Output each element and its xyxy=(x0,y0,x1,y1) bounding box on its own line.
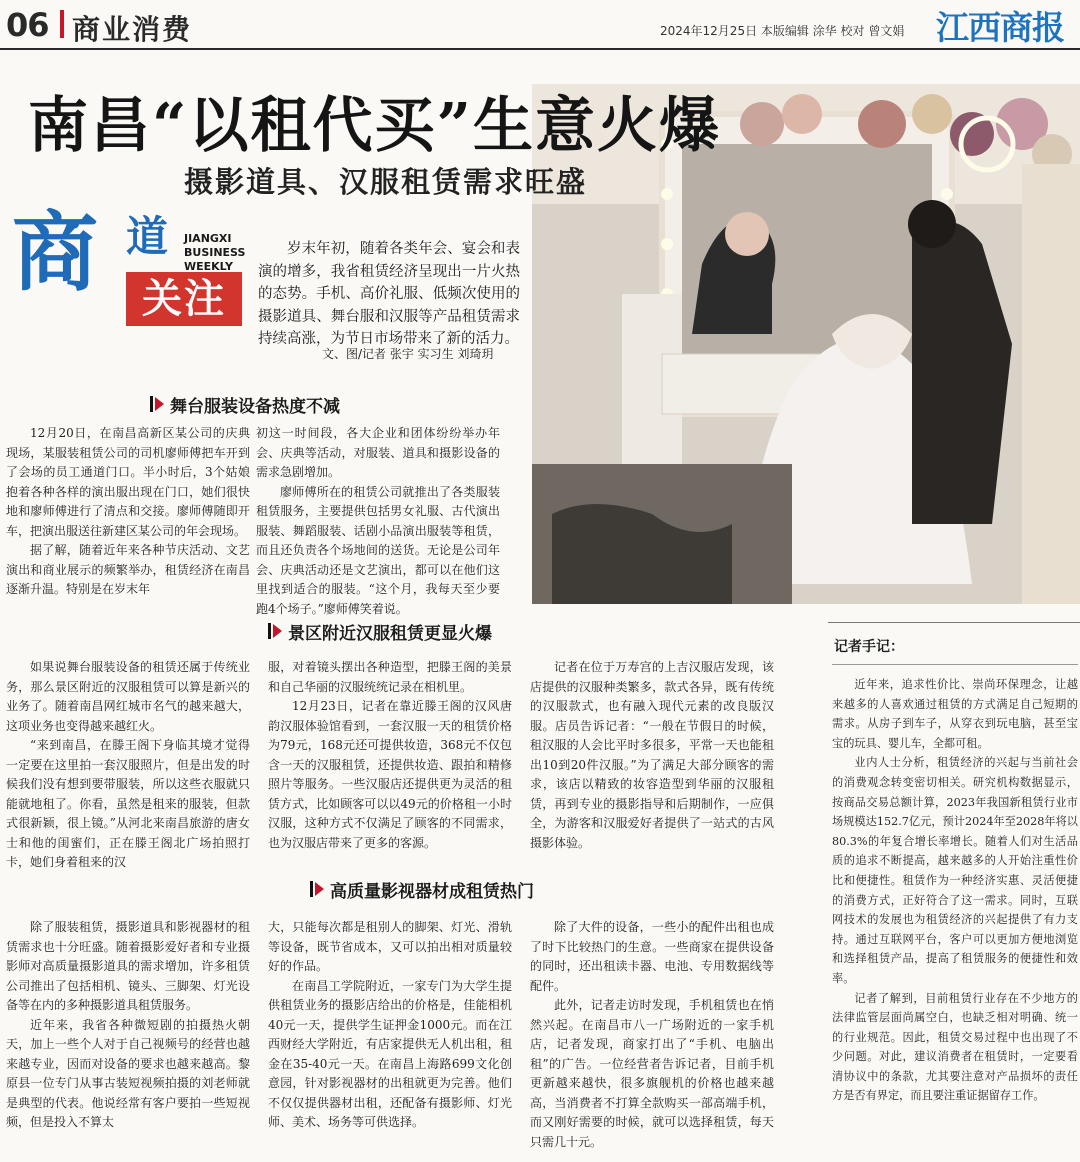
heading-arrow-icon xyxy=(268,621,282,641)
sidebar-rule xyxy=(828,622,1080,623)
paragraph: “来到南昌，在滕王阁下身临其境才觉得一定要在这里拍一套汉服照片，但是出发的时候我们没有想到要带服装，所以这些衣服就只能就地租了。你看，虽然是租来的服装，但款式很新颖，很上镜。”从河北来南昌旅游的唐女士和他的闺蜜们，正在滕王阁北广场拍照打卡，她们身着租来的汉 xyxy=(6,738,250,869)
reporter-notes xyxy=(832,664,1078,1155)
paragraph: 廖师傅所在的租赁公司就推出了各类服装租赁服务，主要提供包括男女礼服、古代演出服装、舞蹈服装、话剧小品演出服装等租赁，而且还负责各个场地间的送货。无论是公司年会、庆典活动还是文艺演出，都可以在他们这里找到适合的服装。“这个月，我每天至少要跑4个场子。”廖师傅笑着说。 xyxy=(256,484,500,616)
paragraph: 大，只能每次都是租别人的脚架、灯光、滑轨等设备，既节省成本，又可以拍出相对质量较好的作品。 xyxy=(268,920,512,973)
paragraph: 在南昌工学院附近，一家专门为大学生提供租赁业务的摄影店给出的价格是，佳能相机40元一天，提供学生证押金1000元。而在江西财经大学附近，有店家提供无人机出租，租金在35-40元一天。在南昌上海路699文化创意园，针对影视器材的出租就更为完善。他们不仅仅提供器材出租，还配备有摄影师、灯光师、美术、场务等可供选择。 xyxy=(268,978,512,1129)
section-heading-text: 舞台服装设备热度不减 xyxy=(170,396,340,417)
subheadline: 摄影道具、汉服租赁需求旺盛 xyxy=(184,165,588,199)
paragraph: 记者了解到，目前租赁行业存在不少地方的法律监管层面尚属空白，也缺乏相对明确、统一的行业规范。因此，租赁交易过程中也出现了不少问题。对此，建议消费者在租赁时，一定要看清协议中的条款，尤其要注意对产品损坏的责任方是否有界定，而且要注重证据留存工作。 xyxy=(832,991,1078,1103)
lede-paragraph: 岁末年初，随着各类年会、宴会和表演的增多，我省租赁经济呈现出一片火热的态势。手机、高价礼服、低频次使用的摄影道具、舞台服和汉服等产品租赁需求持续高涨，为节日市场带来了新的活力。 xyxy=(258,241,520,347)
column-badge xyxy=(12,203,252,332)
badge-english xyxy=(184,232,245,273)
header-divider xyxy=(60,10,64,38)
section-heading-text: 景区附近汉服租赁更显火爆 xyxy=(288,623,492,644)
sidebar-column xyxy=(832,675,1078,1155)
paragraph: 除了服装租赁，摄影道具和影视器材的租赁需求也十分旺盛。随着摄影爱好者和专业摄影师对高质量摄影道具的需求增加，许多租赁公司推出了包括相机、镜头、三脚架、灯光设备等在内的多种摄影道具租赁服务。 xyxy=(6,920,250,1012)
section-heading-text: 高质量影视器材成租赁热门 xyxy=(330,881,534,902)
badge-box-text: 关注 xyxy=(126,272,242,326)
heading-arrow-icon xyxy=(310,879,324,899)
article-column xyxy=(6,918,250,1158)
article-column xyxy=(256,424,500,616)
page-number: 06 xyxy=(6,6,49,44)
article-column xyxy=(268,658,512,858)
badge-en-line: WEEKLY xyxy=(184,259,233,273)
paragraph: 12月20日，在南昌高新区某公司的庆典现场，某服装租赁公司的司机廖师傅把车开到了会场的员工通道门口。半小时后，3个姑娘抱着各种各样的演出服出现在门口，她们很快地和廖师傅进行了清点和交接。廖师傅随即开车，把演出服送往新建区某公司的年会现场。 xyxy=(6,426,250,538)
section-heading xyxy=(310,876,534,902)
paragraph: 据了解，随着近年来各种节庆活动、文艺演出和商业展示的频繁举办，租赁经济在南昌逐渐升温。特别是在岁末年 xyxy=(6,543,250,596)
paragraph: 此外，记者走访时发现，手机租赁也在悄然兴起。在南昌市八一广场附近的一家手机店，记者发现，商家打出了“手机、电脑出租”的广告。一位经营者告诉记者，目前手机更新越来越快，很多旗舰机的价格也越来越高，当消费者不打算全款购买一部高端手机，而又刚好需要的时候，就可以选择租赁，每天只需几十元。 xyxy=(530,998,774,1149)
section-heading xyxy=(150,391,340,417)
paragraph: 服，对着镜头摆出各种造型，把滕王阁的美景和自己华丽的汉服统统记录在相机里。 xyxy=(268,660,512,694)
badge-en-line: JIANGXI xyxy=(184,232,232,245)
newspaper-brand: 江西商报 xyxy=(936,8,1064,47)
headline: 南昌“以租代买”生意火爆 xyxy=(28,91,722,161)
article-column xyxy=(6,658,250,869)
paragraph: 业内人士分析，租赁经济的兴起与当前社会的消费观念转变密切相关。研究机构数据显示，按商品交易总额计算，2023年我国新租赁行业市场规模达152.7亿元，预计2024年至2028年将以80.3%的年复合增长率增长。随着人们对生活品质的追求不断提高，越来越多的人开始注重性价比和便捷性。租赁作为一种经济实惠、灵活便捷的消费方式，正好符合了这一需求。同时，互联网技术的发展也为租赁经济的兴起提供了有力支持。通过互联网平台，客户可以更加方便地浏览和选择租赁产品，提高了租赁服务的便捷性和效率。 xyxy=(832,756,1078,985)
paragraph: 记者在位于万寿宫的上吉汉服店发现，该店提供的汉服种类繁多，款式各异，既有传统的汉服款式，也有融入现代元素的改良版汉服。店员告诉记者：“一般在节假日的时候，租汉服的人会比平时多很多，平常一天也能租出10到20件汉服。”为了满足大部分顾客的需求，该店以精致的妆容造型到华丽的汉服租赁，再到专业的摄影指导和后期制作，一应俱全，为游客和汉服爱好者提供了一站式的古风摄影体验。 xyxy=(530,660,774,850)
article-column xyxy=(530,918,774,1158)
paragraph: 除了大件的设备，一些小的配件出租也成了时下比较热门的生意。一些商家在提供设备的同时，还出租读卡器、电池、专用数据线等配件。 xyxy=(530,920,774,993)
article-column xyxy=(268,918,512,1158)
header-rule xyxy=(0,48,1080,50)
heading-arrow-icon xyxy=(150,394,164,414)
section-name: 商业消费 xyxy=(72,13,193,46)
byline: 文、图/记者 张宇 实习生 刘琦玥 xyxy=(322,347,494,361)
badge-small-char: 道 xyxy=(126,212,169,261)
badge-big-char: 商 xyxy=(12,203,98,303)
paragraph: 如果说舞台服装设备的租赁还属于传统业务，那么景区附近的汉服租赁可以算是新兴的业务了。随着南昌网红城市名气的越来越大，这项业务也变得越来越红火。 xyxy=(6,660,250,733)
paragraph: 初这一时间段，各大企业和团体纷纷举办年会、庆典等活动，对服装、道具和摄影设备的需求急剧增加。 xyxy=(256,426,500,479)
article-column xyxy=(6,424,250,604)
paragraph: 12月23日，记者在靠近滕王阁的汉风唐韵汉服体验馆看到，一套汉服一天的租赁价格为79元，168元还可提供妆造，368元不仅包含一天的汉服租赁，还提供妆造、跟拍和精修照片等服务。一些汉服店还提供更为灵活的租赁方式，比如顾客可以以49元的价格租一小时汉服，这种方式不仅满足了顾客的不同需求，也为汉服店带来了更多的客源。 xyxy=(268,699,512,850)
badge-en-line: BUSINESS xyxy=(184,245,246,259)
article-column xyxy=(530,658,774,858)
paragraph: 近年来，追求性价比、崇尚环保理念，让越来越多的人喜欢通过租赁的方式满足自己短期的需求。从房子到车子，从穿衣到玩电脑，甚至宝宝的玩具、婴儿车，全都可租。 xyxy=(832,678,1078,750)
edition-meta: 2024年12月25日 本版编辑 涂华 校对 曾文娟 xyxy=(660,24,905,38)
section-heading xyxy=(268,618,492,644)
paragraph: 近年来，我省各种微短剧的拍摄热火朝天，加上一些个人对于自己视频号的经营也越来越专业，因而对设备的要求也越来越高。黎原县一位专门从事古装短视频拍摄的刘老师就是典型的代表。他说经常有客户要拍一些短视频，但是投入不算太 xyxy=(6,1017,250,1129)
sidebar-title: 记者手记： xyxy=(834,639,904,655)
